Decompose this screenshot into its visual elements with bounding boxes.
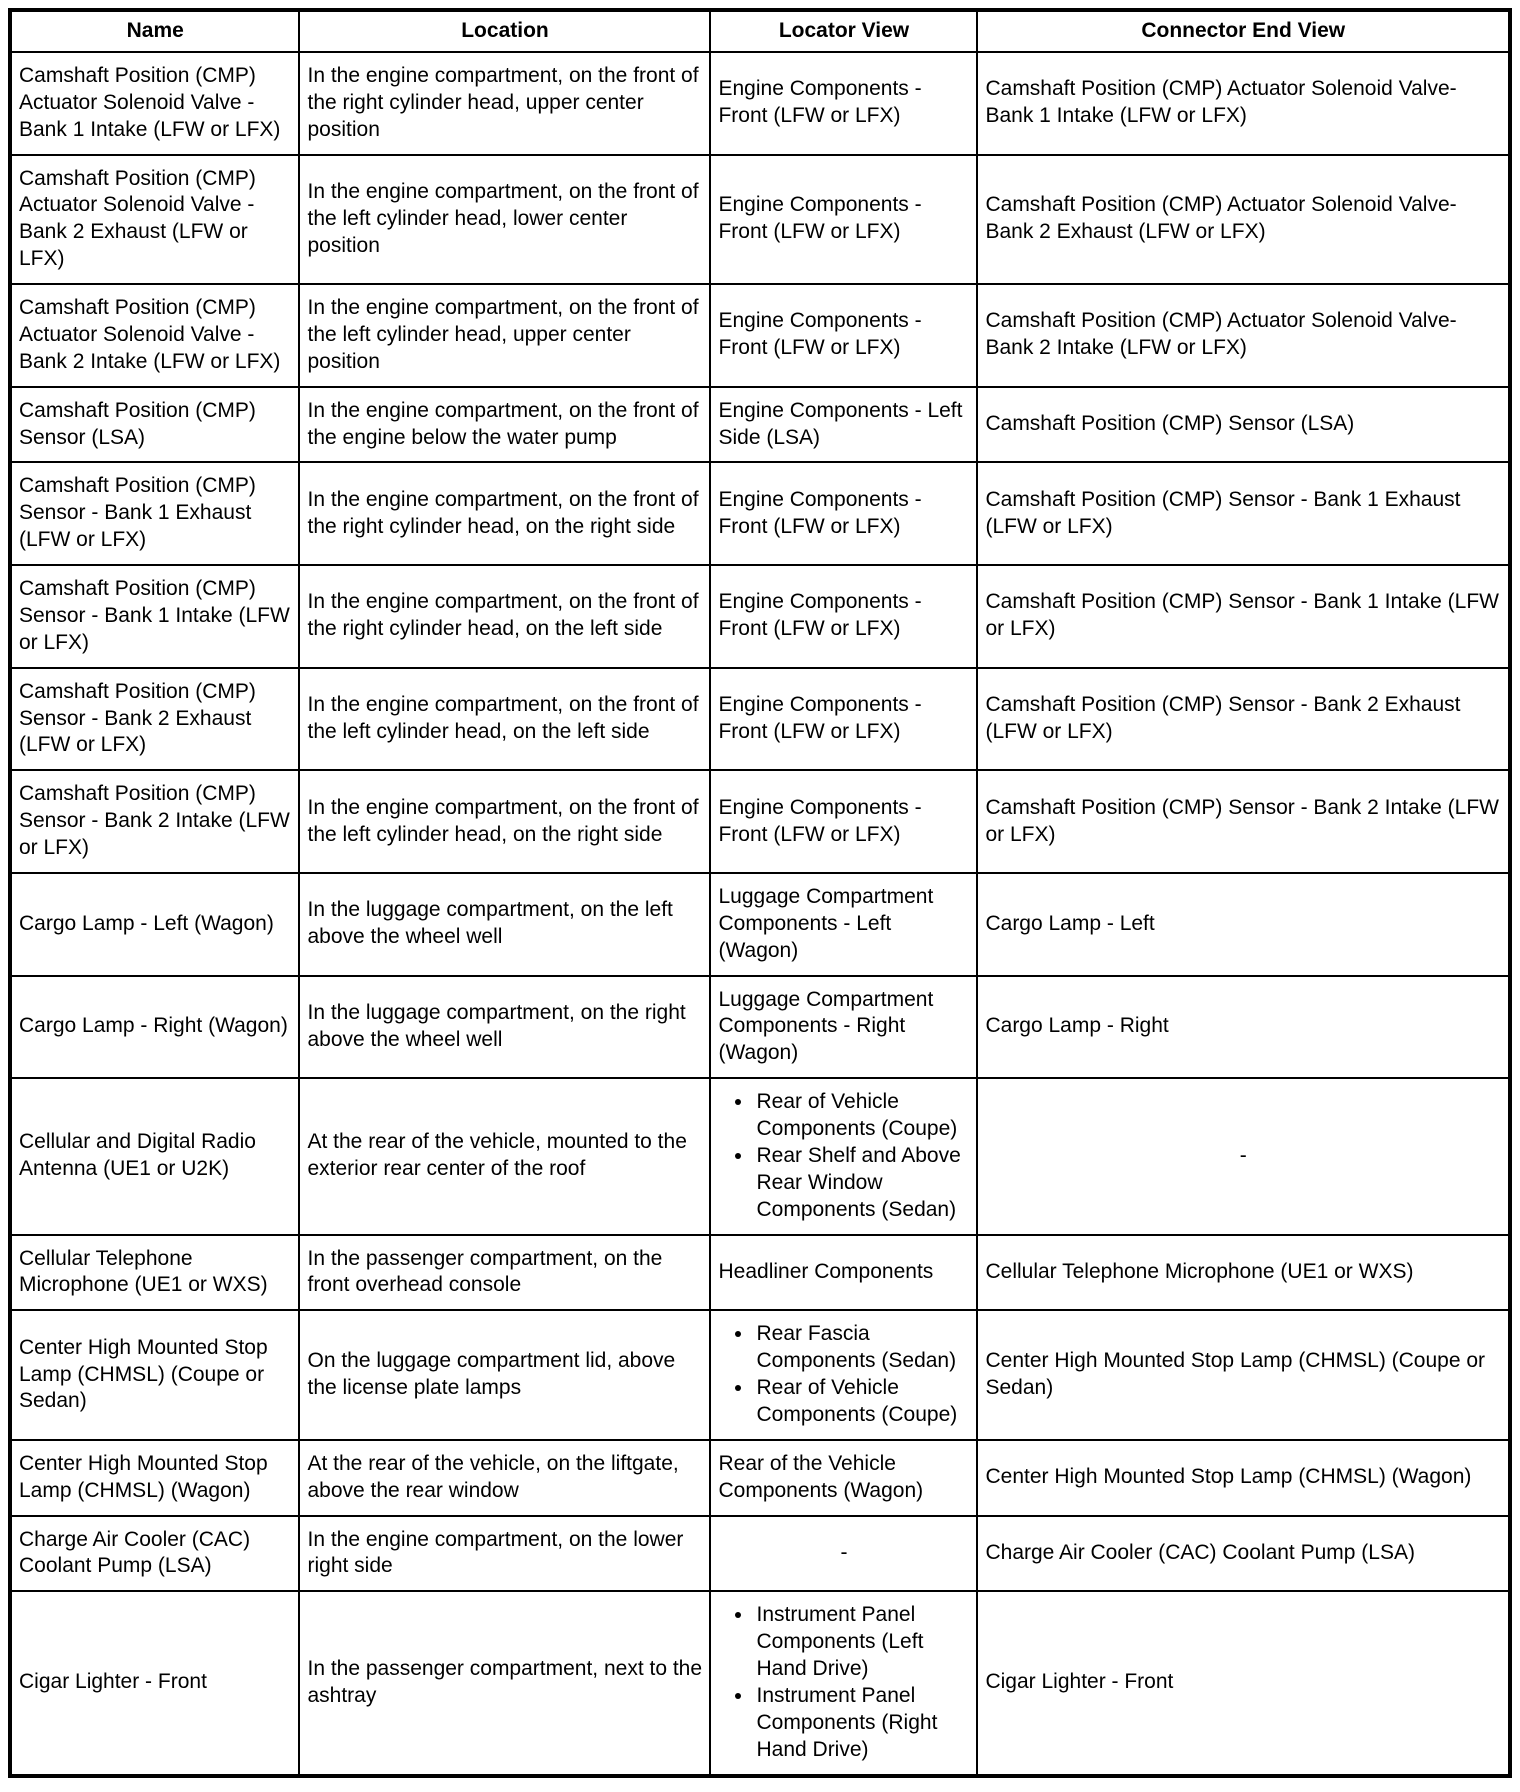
locator-view-cell: Engine Components - Front (LFW or LFX)	[710, 770, 977, 873]
locator-view-cell: Engine Components - Front (LFW or LFX)	[710, 155, 977, 285]
connector-end-view-cell: Center High Mounted Stop Lamp (CHMSL) (Wagon)	[977, 1440, 1510, 1516]
connector-end-view-cell: Camshaft Position (CMP) Sensor - Bank 2 Exhaust (LFW or LFX)	[977, 668, 1510, 771]
table-row	[10, 976, 1510, 1079]
table-row	[10, 1591, 1510, 1775]
locator-view-list	[718, 1321, 969, 1429]
location-cell: In the engine compartment, on the front of the right cylinder head, on the left side	[299, 565, 710, 668]
column-header-name: Name	[10, 10, 299, 52]
name-cell: Camshaft Position (CMP) Actuator Solenoid Valve - Bank 2 Exhaust (LFW or LFX)	[10, 155, 299, 285]
locator-view-list-item: • Rear of Vehicle Components (Coupe)	[754, 1375, 969, 1429]
connector-end-view-cell: Camshaft Position (CMP) Actuator Solenoid Valve- Bank 1 Intake (LFW or LFX)	[977, 52, 1510, 155]
locator-view-list-item: • Rear Fascia Components (Sedan)	[754, 1321, 969, 1375]
name-cell: Camshaft Position (CMP) Sensor (LSA)	[10, 387, 299, 463]
connector-end-view-cell: Camshaft Position (CMP) Actuator Solenoid Valve- Bank 2 Exhaust (LFW or LFX)	[977, 155, 1510, 285]
name-cell: Cellular Telephone Microphone (UE1 or WXS)	[10, 1235, 299, 1311]
table-row	[10, 1310, 1510, 1440]
locator-view-list-item: • Rear Shelf and Above Rear Window Components (Sedan)	[754, 1143, 969, 1224]
locator-view-cell: Rear of the Vehicle Components (Wagon)	[710, 1440, 977, 1516]
connector-end-view-cell: Camshaft Position (CMP) Actuator Solenoid Valve- Bank 2 Intake (LFW or LFX)	[977, 284, 1510, 387]
name-cell: Cargo Lamp - Left (Wagon)	[10, 873, 299, 976]
location-cell: In the engine compartment, on the lower right side	[299, 1516, 710, 1592]
name-cell: Center High Mounted Stop Lamp (CHMSL) (Coupe or Sedan)	[10, 1310, 299, 1440]
locator-view-cell: Engine Components - Front (LFW or LFX)	[710, 52, 977, 155]
connector-end-view-cell: Cellular Telephone Microphone (UE1 or WXS)	[977, 1235, 1510, 1311]
locator-view-cell: Engine Components - Front (LFW or LFX)	[710, 284, 977, 387]
table-row	[10, 668, 1510, 771]
location-cell: In the passenger compartment, on the front overhead console	[299, 1235, 710, 1311]
name-cell: Cellular and Digital Radio Antenna (UE1 or U2K)	[10, 1078, 299, 1234]
locator-view-cell: Engine Components - Front (LFW or LFX)	[710, 462, 977, 565]
table-row	[10, 284, 1510, 387]
table-row	[10, 462, 1510, 565]
table-row	[10, 770, 1510, 873]
location-cell: On the luggage compartment lid, above the license plate lamps	[299, 1310, 710, 1440]
table-row	[10, 1235, 1510, 1311]
locator-view-cell: Luggage Compartment Components - Left (Wagon)	[710, 873, 977, 976]
location-cell: In the engine compartment, on the front of the right cylinder head, on the right side	[299, 462, 710, 565]
table-row	[10, 873, 1510, 976]
locator-view-list-item: • Instrument Panel Components (Right Hand Drive)	[754, 1683, 969, 1764]
locator-view-cell	[710, 1591, 977, 1775]
name-cell: Cargo Lamp - Right (Wagon)	[10, 976, 299, 1079]
name-cell: Cigar Lighter - Front	[10, 1591, 299, 1775]
table-row	[10, 52, 1510, 155]
location-cell: In the engine compartment, on the front of the left cylinder head, upper center position	[299, 284, 710, 387]
connector-end-view-cell: Camshaft Position (CMP) Sensor - Bank 1 Intake (LFW or LFX)	[977, 565, 1510, 668]
connector-end-view-cell: Camshaft Position (CMP) Sensor - Bank 2 Intake (LFW or LFX)	[977, 770, 1510, 873]
location-cell: In the engine compartment, on the front of the right cylinder head, upper center position	[299, 52, 710, 155]
location-cell: In the engine compartment, on the front of the left cylinder head, on the left side	[299, 668, 710, 771]
connector-end-view-cell: Center High Mounted Stop Lamp (CHMSL) (Coupe or Sedan)	[977, 1310, 1510, 1440]
name-cell: Charge Air Cooler (CAC) Coolant Pump (LSA)	[10, 1516, 299, 1592]
column-header-location: Location	[299, 10, 710, 52]
table-row	[10, 1516, 1510, 1592]
location-cell: At the rear of the vehicle, mounted to the exterior rear center of the roof	[299, 1078, 710, 1234]
name-cell: Camshaft Position (CMP) Sensor - Bank 1 Exhaust (LFW or LFX)	[10, 462, 299, 565]
table-body	[10, 52, 1510, 1776]
location-cell: In the luggage compartment, on the left above the wheel well	[299, 873, 710, 976]
location-cell: In the engine compartment, on the front of the engine below the water pump	[299, 387, 710, 463]
locator-view-cell: Luggage Compartment Components - Right (Wagon)	[710, 976, 977, 1079]
connector-end-view-cell: Cargo Lamp - Left	[977, 873, 1510, 976]
name-cell: Camshaft Position (CMP) Sensor - Bank 1 Intake (LFW or LFX)	[10, 565, 299, 668]
table-row	[10, 565, 1510, 668]
locator-view-cell	[710, 1310, 977, 1440]
connector-end-view-cell: Camshaft Position (CMP) Sensor (LSA)	[977, 387, 1510, 463]
column-header-locator-view: Locator View	[710, 10, 977, 52]
name-cell: Center High Mounted Stop Lamp (CHMSL) (Wagon)	[10, 1440, 299, 1516]
locator-view-list	[718, 1089, 969, 1223]
location-cell: In the engine compartment, on the front of the left cylinder head, lower center position	[299, 155, 710, 285]
table-row	[10, 1078, 1510, 1234]
locator-view-cell: Engine Components - Front (LFW or LFX)	[710, 565, 977, 668]
table-row	[10, 1440, 1510, 1516]
table-row	[10, 387, 1510, 463]
locator-view-list-item: • Rear of Vehicle Components (Coupe)	[754, 1089, 969, 1143]
connector-end-view-cell: Cigar Lighter - Front	[977, 1591, 1510, 1775]
locator-view-cell	[710, 1078, 977, 1234]
location-cell: At the rear of the vehicle, on the liftgate, above the rear window	[299, 1440, 710, 1516]
connector-end-view-cell: Charge Air Cooler (CAC) Coolant Pump (LSA)	[977, 1516, 1510, 1592]
name-cell: Camshaft Position (CMP) Sensor - Bank 2 Exhaust (LFW or LFX)	[10, 668, 299, 771]
location-cell: In the luggage compartment, on the right above the wheel well	[299, 976, 710, 1079]
connector-end-views-table	[8, 8, 1512, 1778]
header-row	[10, 10, 1510, 52]
table-row	[10, 155, 1510, 285]
locator-view-cell: -	[710, 1516, 977, 1592]
name-cell: Camshaft Position (CMP) Sensor - Bank 2 Intake (LFW or LFX)	[10, 770, 299, 873]
location-cell: In the engine compartment, on the front of the left cylinder head, on the right side	[299, 770, 710, 873]
name-cell: Camshaft Position (CMP) Actuator Solenoid Valve - Bank 1 Intake (LFW or LFX)	[10, 52, 299, 155]
connector-end-view-cell: Cargo Lamp - Right	[977, 976, 1510, 1079]
column-header-connector-end-view: Connector End View	[977, 10, 1510, 52]
locator-view-list	[718, 1602, 969, 1763]
name-cell: Camshaft Position (CMP) Actuator Solenoid Valve - Bank 2 Intake (LFW or LFX)	[10, 284, 299, 387]
connector-end-view-cell: Camshaft Position (CMP) Sensor - Bank 1 Exhaust (LFW or LFX)	[977, 462, 1510, 565]
locator-view-cell: Engine Components - Front (LFW or LFX)	[710, 668, 977, 771]
locator-view-cell: Engine Components - Left Side (LSA)	[710, 387, 977, 463]
locator-view-cell: Headliner Components	[710, 1235, 977, 1311]
connector-end-view-cell: -	[977, 1078, 1510, 1234]
location-cell: In the passenger compartment, next to the ashtray	[299, 1591, 710, 1775]
locator-view-list-item: • Instrument Panel Components (Left Hand Drive)	[754, 1602, 969, 1683]
